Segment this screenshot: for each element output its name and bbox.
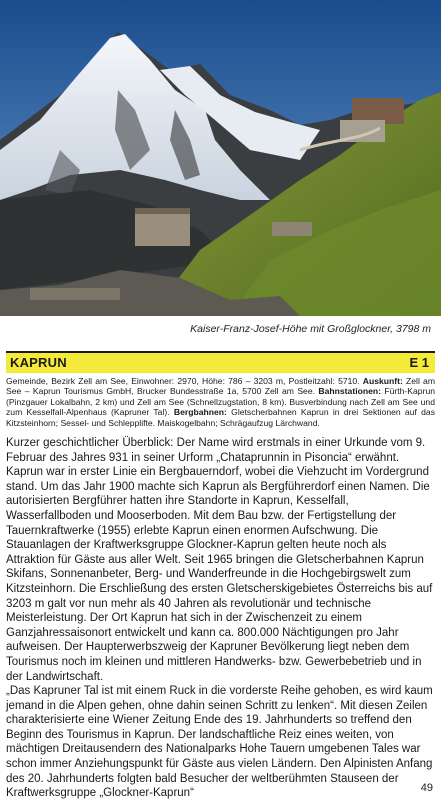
entry-title: KAPRUN bbox=[10, 355, 67, 370]
facts-auskunft-label: Auskunft: bbox=[362, 376, 403, 386]
photo-caption: Kaiser-Franz-Josef-Höhe mit Großglockner, 3798 m bbox=[190, 323, 431, 335]
page-number: 49 bbox=[420, 782, 433, 794]
entry-body bbox=[6, 436, 435, 801]
facts-auskunft: Zell am See – Kaprun Tourismus GmbH, Brucker Bundesstraße 1a, 5700 Zell am See. bbox=[6, 376, 435, 397]
facts-berg-label: Bergbahnen: bbox=[173, 407, 227, 418]
entry-facts bbox=[6, 376, 435, 428]
facts-berg: Gletscherbahnen Kaprun in drei Sektionen auf das Kitzsteinhorn; Sessel- und Schlepplifte. Maiskogelbahn; Schrägaufzug Lärchwand. bbox=[6, 407, 436, 428]
glockner-landscape-image bbox=[0, 0, 441, 316]
facts-bahn-label: Bahnstationen: bbox=[318, 386, 381, 397]
facts-bahn: Fürth-Kaprun (Pinzgauer Lokalbahn, 2 km) und Zell am See (Schnellzugstation, 8 km). Busverbindung nach Zell am See und zum Kesselfall-Alpenhaus (Kapruner Tal). bbox=[6, 386, 436, 418]
mountain-photo bbox=[0, 0, 441, 316]
entry-header bbox=[6, 351, 435, 373]
facts-general: Gemeinde, Bezirk Zell am See, Einwohner: 2970, Höhe: 786 – 3203 m, Postleitzahl: 5710. bbox=[6, 376, 360, 386]
map-grid-code: E 1 bbox=[409, 355, 429, 370]
tourism-paragraph: „Das Kapruner Tal ist mit einem Ruck in die vorderste Reihe gehoben, es wird kaum jemand in die Alpen gehen, ohne dahin seinen Schritt zu lenken“. Mit diesen Zeilen charakterisierte eine Wiener Zeitung Ende des 19. Jahrhunderts so treffend den Beginn des Tourismus in Kaprun. Der landschaftliche Reiz eines weiten, von mächtigen Dreitausendern des Nationalparks Hohe Tauern umgebenen Tales war schon immer Anziehungspunkt für Gäste aus vielen Ländern. Den Alpinisten Anfang des 20. Jahrhunderts folgten bald Besucher der weltberühmten Stauseen der Kraftwerksgruppe „Glockner-Kaprun“ bbox=[6, 685, 433, 800]
history-paragraph: Kurzer geschichtlicher Überblick: Der Name wird erstmals in einer Urkunde vom 9. Februar des Jahres 931 in seiner Urform „Chataprunnin in Pisoncia“ erwähnt. Kaprun war in erster Linie ein Bergbauerndorf, wobei die Viehzucht im Vordergrund stand. Um das Jahr 1900 machte sich Kaprun als Bergführerdorf einen Namen. Die autorisierten Bergführer hatten ihre Standorte in Kaprun, Kesselfall, Wasserfallboden und Mooserboden. Mit dem Bau bzw. der Fertigstellung der Tauernkraftwerke (1955) erlebte Kaprun einen enormen Aufschwung. Die Stauanlagen der Kraftwerksgruppe Glockner-Kaprun gelten heute noch als Attraktion für Gäste aus aller Welt. Seit 1965 bringen die Gletscherbahnen Kaprun Skifans, Sonnenanbeter, Berg- und Wanderfreunde in die Hochgebirgswelt zum Kitzsteinhorn. Die Erschließung des ersten Gletscherskigebietes Österreichs bis auf 3203 m galt vor nun mehr als 40 Jahren als revolutionär und technische Meisterleistung. Der Ort Kaprun hat sich in der Zwischenzeit zu einem Ganzjahressaisonort entwickelt und kann ca. 800.000 Nächtigungen pro Jahr aufweisen. Der Haupterwerbszweig der Kapruner Bevölkerung liegt neben dem Tourismus noch im kleinen und mittleren Handwerks- bzw. Gewerbebetrieb und in der Landwirtschaft. bbox=[6, 437, 433, 683]
